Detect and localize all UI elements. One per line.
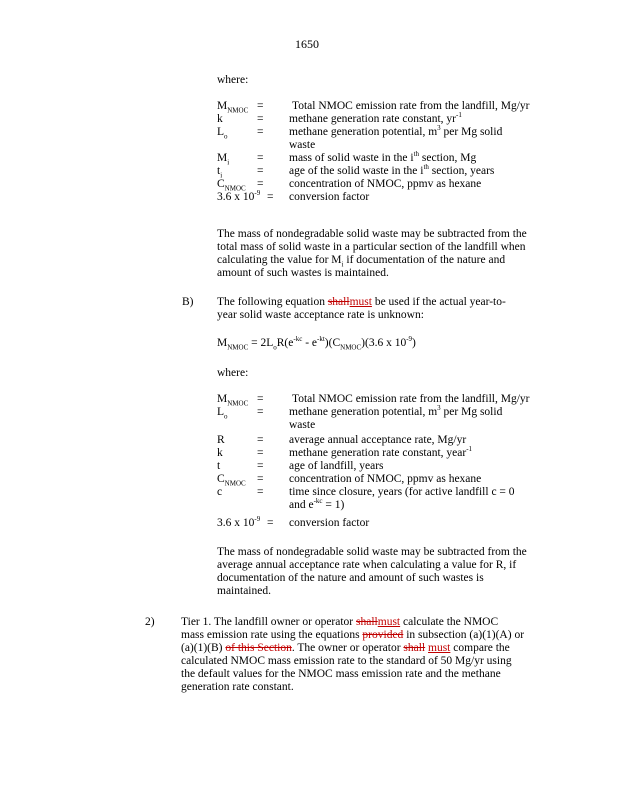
var-description: age of the solid waste in the $i^{th}$ section, years bbox=[289, 163, 495, 177]
var-description: mass of solid waste in the $i^{th}$ section, Mg bbox=[289, 150, 477, 164]
equals-sign: = bbox=[257, 393, 264, 405]
var-description: waste bbox=[289, 139, 316, 151]
paragraph-line: The mass of nondegradable solid waste may be subtracted from the bbox=[217, 546, 527, 558]
deleted-text: of this Section bbox=[225, 642, 292, 654]
var-symbol: $M_i$ bbox=[217, 152, 230, 167]
var-description: conversion factor bbox=[289, 191, 370, 203]
where-label-a: where: bbox=[217, 74, 249, 86]
equals-sign: = bbox=[257, 406, 264, 418]
paragraph-line: average annual acceptance rate when calculating a value for R, if bbox=[217, 559, 517, 571]
var-symbol: 3.6 x $10^{-9}$ bbox=[217, 189, 261, 203]
variable-list-b bbox=[217, 393, 557, 533]
deleted-text: shall bbox=[403, 642, 426, 654]
var-description: average annual acceptance rate, Mg/yr bbox=[289, 434, 467, 446]
var-description: Total NMOC emission rate from the landfill, Mg/yr bbox=[292, 100, 530, 112]
equals-sign: = bbox=[257, 460, 264, 472]
var-description: waste bbox=[289, 419, 316, 431]
equals-sign: = bbox=[257, 152, 264, 164]
var-description: concentration of NMOC, ppmv as hexane bbox=[289, 178, 482, 190]
var-symbol: $t_i$ bbox=[217, 165, 223, 180]
var-description: concentration of NMOC, ppmv as hexane bbox=[289, 473, 482, 485]
var-symbol: $L_o$ bbox=[217, 406, 228, 421]
var-symbol: $L_o$ bbox=[217, 126, 228, 141]
deleted-text: shall bbox=[327, 296, 350, 308]
var-symbol: $M_{NMOC}$ bbox=[217, 100, 249, 115]
paragraph-line: total mass of solid waste in a particular section of the landfill when bbox=[217, 241, 526, 253]
var-description: conversion factor bbox=[289, 517, 370, 529]
paragraph-line: Tier 1. The landfill owner or operator shallmust calculate the NMOC bbox=[181, 616, 499, 628]
var-description: methane generation potential, $m^3$ per Mg solid bbox=[289, 124, 503, 138]
var-description: and $e^{-kc} = 1$) bbox=[289, 497, 345, 511]
paragraph-line: maintained. bbox=[217, 585, 271, 597]
equals-sign: = bbox=[257, 126, 264, 138]
var-description: methane generation potential, $m^3$ per Mg solid bbox=[289, 404, 503, 418]
inserted-text: must bbox=[428, 642, 451, 654]
paragraph-line: (a)(1)(B) of this Section. The owner or operator shall must compare the bbox=[181, 642, 510, 654]
var-symbol: k bbox=[217, 447, 223, 459]
paragraph-line: year solid waste acceptance rate is unknown: bbox=[217, 309, 424, 321]
var-description: age of landfill, years bbox=[289, 460, 384, 472]
page-number: 1650 bbox=[295, 37, 319, 51]
equals-sign: = bbox=[257, 165, 264, 177]
var-description: methane generation rate constant, $yr^{-1}$ bbox=[289, 111, 462, 125]
paragraph-line: the default values for the NMOC mass emission rate and the methane bbox=[181, 668, 501, 680]
equals-sign: = bbox=[257, 178, 264, 190]
inserted-text: must bbox=[377, 616, 401, 628]
var-symbol: $M_{NMOC}$ bbox=[217, 393, 249, 408]
equals-sign: = bbox=[257, 486, 264, 498]
equals-sign: = bbox=[257, 447, 264, 459]
equals-sign: = bbox=[257, 100, 264, 112]
var-description: methane generation rate constant, year$^{-1}$ bbox=[289, 445, 473, 459]
paragraph-line: documentation of the nature and amount of such wastes is bbox=[217, 572, 484, 584]
paragraph-line: The following equation shallmust be used if the actual year-to- bbox=[217, 296, 506, 308]
var-symbol: c bbox=[217, 486, 223, 498]
paragraph-line: The mass of nondegradable solid waste may be subtracted from the bbox=[217, 228, 527, 240]
item-label-b: B) bbox=[182, 296, 194, 308]
equals-sign: = bbox=[267, 191, 274, 203]
paragraph-line: calculated NMOC mass emission rate to the standard of 50 Mg/yr using bbox=[181, 655, 512, 667]
paragraph-line: generation rate constant. bbox=[181, 681, 294, 693]
paragraph-line: amount of such wastes is maintained. bbox=[217, 267, 389, 279]
equals-sign: = bbox=[257, 113, 264, 125]
equation-nmoc: $M_{NMOC} = 2L_oR(e^{-kc} - e^{-kt})(C_{NMOC})(3.6$ x $10^{-9}$) bbox=[217, 335, 416, 352]
var-symbol: k bbox=[217, 113, 223, 125]
item-label-2: 2) bbox=[145, 616, 155, 628]
var-description: Total NMOC emission rate from the landfill, Mg/yr bbox=[292, 393, 530, 405]
deleted-text: shall bbox=[356, 616, 378, 628]
var-description: time since closure, years (for active landfill c = 0 bbox=[289, 486, 515, 498]
paragraph-line: calculating the value for $M_i$ if documentation of the nature and bbox=[217, 254, 506, 269]
deleted-text: provided bbox=[362, 629, 404, 641]
equals-sign: = bbox=[257, 473, 264, 485]
var-symbol: R bbox=[217, 434, 225, 446]
equals-sign: = bbox=[267, 517, 274, 529]
var-symbol: $C_{NMOC}$ bbox=[217, 178, 246, 193]
variable-list-a bbox=[217, 100, 557, 215]
paragraph-line: mass emission rate using the equations provided in subsection (a)(1)(A) or bbox=[181, 629, 525, 641]
var-symbol: 3.6 x $10^{-9}$ bbox=[217, 515, 261, 529]
equals-sign: = bbox=[257, 434, 264, 446]
where-label-b: where: bbox=[217, 367, 249, 379]
var-symbol: t bbox=[217, 460, 221, 472]
inserted-text: must bbox=[349, 296, 372, 308]
var-symbol: $C_{NMOC}$ bbox=[217, 473, 246, 488]
